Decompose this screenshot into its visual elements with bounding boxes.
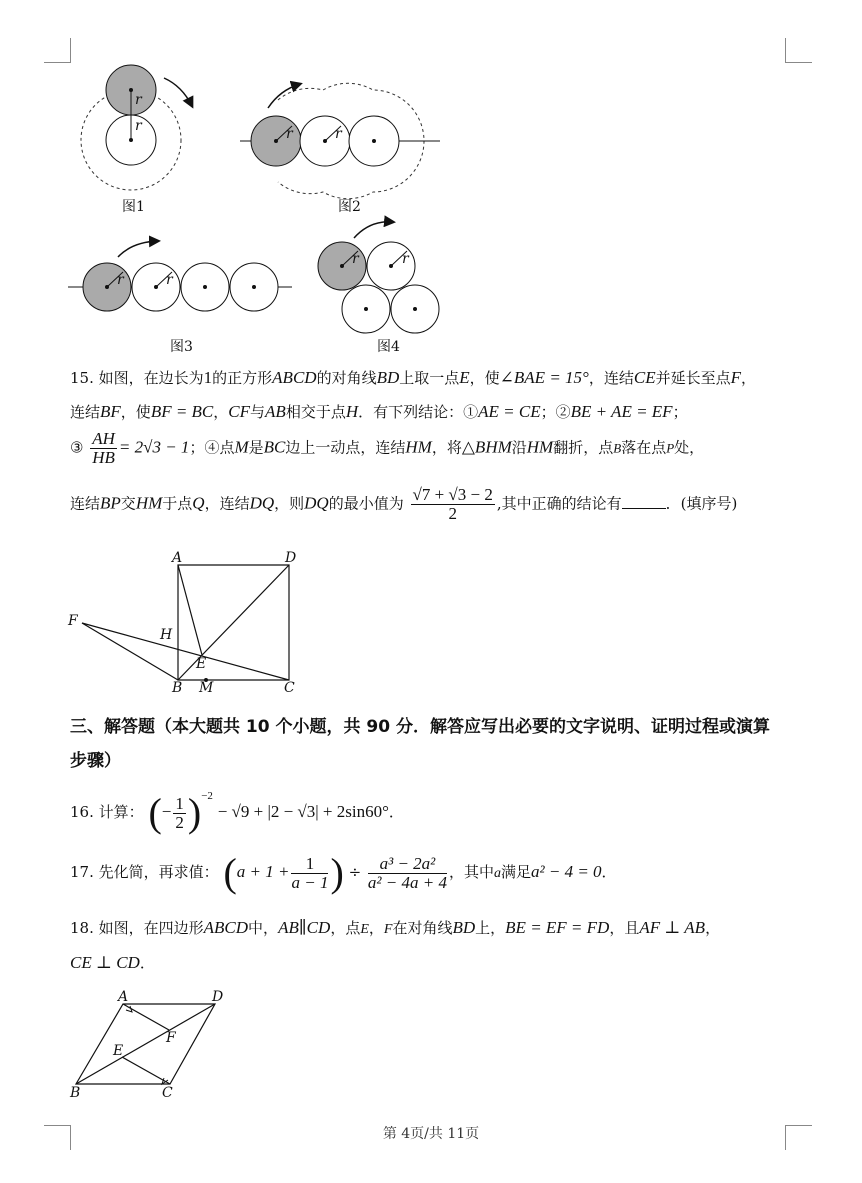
point-label-b: B <box>70 1085 81 1101</box>
radius-label: r <box>166 272 173 288</box>
rolling-circles-figures <box>60 60 460 360</box>
q16: 16. 计算： (− $\frac{1}{2}$ )$^{-2}$ − √9 + |2 − √3| + 2sin60°． <box>70 790 404 835</box>
answer-blank <box>622 494 666 509</box>
radius-label: r <box>117 272 124 288</box>
q18-line-1: 18. 如图，在四边形ABCD中，AB∥CD，点E，F在对角线BD上，BE = EF = FD，且AF ⊥ AB， <box>70 918 721 937</box>
figure-3 <box>68 241 292 311</box>
point-label-m: M <box>199 680 214 696</box>
q15-line-2: 连结BF，使BF = BC，CF与AB相交于点H．有下列结论：①AE = CE；②BE + AE = EF； <box>70 402 688 421</box>
crop-mark-top-right <box>785 38 812 63</box>
point-label-f: F <box>166 1030 176 1046</box>
radius-label: r <box>286 126 293 142</box>
point-label-f: F <box>68 613 78 629</box>
point-label-h: H <box>160 627 173 643</box>
q17: 17. 先化简，再求值： (a + 1 + $\frac{1}{a - 1}$ ) ÷ $\frac{\text{a³ − 2a²}}{\text{a² − 4a + 4}}$ ，其中a满足a² − 4 = 0． <box>70 850 617 895</box>
point-label-a: A <box>172 550 183 566</box>
figure-4 <box>318 222 439 333</box>
radius-label: r <box>352 251 359 267</box>
fraction-ah-hb: $\frac{AH}{HB}$ <box>92 429 115 467</box>
radius-label: r <box>402 251 409 267</box>
fraction-rational: $\frac{\text{a³ − 2a²}}{\text{a² − 4a + 4}}$ <box>367 853 447 892</box>
q15-line-4: 连结BP交HM于点Q，连结DQ，则DQ的最小值为 $\frac{√7 + √3 - 2}{2}$ ,其中正确的结论有 ．(填序号) <box>70 485 738 523</box>
point-label-a: A <box>118 989 129 1005</box>
q15-line-1: 15. 如图，在边长为1的正方形ABCD的对角线BD上取一点E，使∠BAE = 15°，连结CE并延长至点F， <box>70 368 757 387</box>
point-label-b: B <box>172 680 183 696</box>
q15-line-3: ③ $\frac{AH}{HB}$ = 2√3 − 1；④点M是BC边上一动点，连结HM，将△BHM沿HM翻折，点B落在点P处， <box>70 429 705 467</box>
point-label-d: D <box>285 550 297 566</box>
point-label-d: D <box>212 989 224 1005</box>
figure-caption-2: 图2 <box>338 199 361 215</box>
q18-quadrilateral-figure <box>60 990 240 1100</box>
section-heading-cont: 步骤） <box>70 751 121 771</box>
radius-label: r <box>135 118 142 134</box>
figure-caption-1: 图1 <box>122 199 145 215</box>
section-heading: 三、解答题（本大题共 10 个小题，共 90 分．解答应写出必要的文字说明、证明过程或演算 <box>70 717 770 737</box>
point-label-e: E <box>113 1043 124 1059</box>
point-label-e: E <box>196 656 207 672</box>
fraction-1-over-a-minus-1: $\frac{1}{a - 1}$ <box>291 853 329 892</box>
point-label-c: C <box>162 1085 173 1101</box>
radius-label: r <box>335 126 342 142</box>
figure-caption-4: 图4 <box>377 339 400 355</box>
page-number: 第 4页/共 11页 <box>382 1126 480 1142</box>
q15-square-figure <box>60 545 320 705</box>
fraction-min-value: $\frac{√7 + √3 - 2}{2}$ <box>412 485 493 523</box>
fraction-half: $\frac{1}{2}$ <box>175 793 184 832</box>
q18-line-2: CE ⊥ CD． <box>70 953 155 972</box>
radius-label: r <box>135 92 142 108</box>
figure-caption-3: 图3 <box>170 339 193 355</box>
point-label-c: C <box>284 680 295 696</box>
